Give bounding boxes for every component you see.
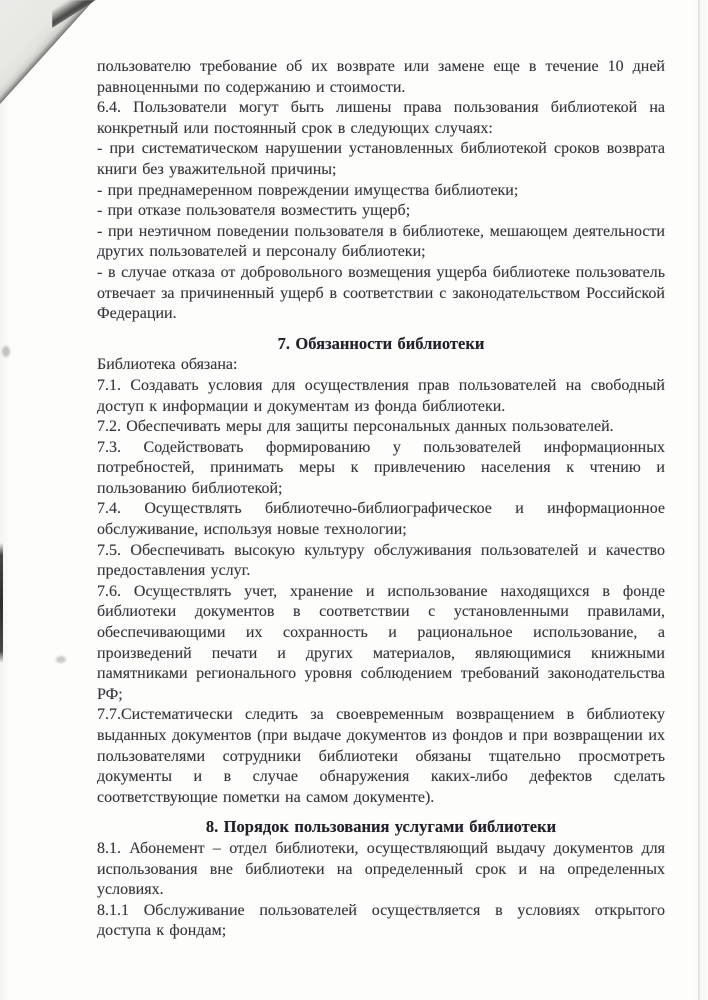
paragraph-intro-7: Библиотека обязана: [97,356,238,374]
paragraph-7-5: 7.5. Обеспечивать высокую культуру обслуживания пользователей и качество предоставления услуг. [97,541,665,580]
paragraph-7-7: 7.7.Систематически следить за своевременным возвращением в библиотеку выданных документов (при выдаче документов из фондов и при возвращении их пользователями сотрудники библиотеки обязаны тщательно просмотреть документы и в случае обнаружения каких-либо дефектов сделать соответствующие пометки на самом документе). [97,706,665,806]
list-item: - в случае отказа от добровольного возмещения ущерба библиотеке пользователь отвечает за причиненный ущерб в соответствии с законодательством Российской Федерации. [97,263,665,323]
list-item: - при систематическом нарушении установленных библиотекой сроков возврата книги без уважительной причины; [97,140,665,178]
paragraph-8-1-1: 8.1.1 Обслуживание пользователей осуществляется в условиях открытого доступа к фондам; [97,901,665,940]
list-item: - при преднамеренном повреждении имущества библиотеки; [97,181,519,199]
list-item: - при неэтичном поведении пользователя в библиотеке, мешающем деятельности других пользователей и персоналу библиотеки; [97,222,665,261]
paragraph-7-3: 7.3. Содействовать формированию у пользователей информационных потребностей, принимать меры к привлечению населения к чтению и пользованию библиотекой; [97,438,665,497]
scan-speck [56,656,66,663]
paragraph-7-6: 7.6. Осуществлять учет, хранение и использование находящихся в фонде библиотеки документов в соответствии с установленными правилами, обеспечивающими их сохранность и рациональное использование, а произведений печати и других материалов, являющимися книжными памятниками регионального уровня соблюдением требований законодательства РФ; [97,582,665,703]
paragraph-6-4: 6.4. Пользователи могут быть лишены права пользования библиотекой на конкретный или постоянный срок в следующих случаях: [97,99,665,137]
paragraph-8-1: 8.1. Абонемент – отдел библиотеки, осуществляющий выдачу документов для использования вне библиотеки на определенный срок и на определенных условиях. [97,839,665,899]
section-heading-8: 8. Порядок пользования услугами библиотеки [205,817,557,837]
page-corner-fold [0,0,94,104]
paragraph-continuation: пользователю требование об их возврате или замене еще в течение 10 дней равноценными по содержанию и стоимости. [97,58,665,96]
document-text-column [97,57,665,942]
list-item: - при отказе пользователя возместить ущерб; [97,202,411,220]
page-edge-line [698,0,700,1000]
section-heading-7: 7. Обязанности библиотеки [277,333,485,353]
scan-streak-artifact [0,543,3,663]
scan-speck [2,346,10,357]
paragraph-7-2: 7.2. Обеспечивать меры для защиты персональных данных пользователей. [97,418,614,436]
paragraph-7-1: 7.1. Создавать условия для осуществления прав пользователей на свободный доступ к информации и документам из фонда библиотеки. [97,376,665,415]
paragraph-7-4: 7.4. Осуществлять библиотечно-библиографическое и информационное обслуживание, используя новые технологии; [97,500,665,539]
